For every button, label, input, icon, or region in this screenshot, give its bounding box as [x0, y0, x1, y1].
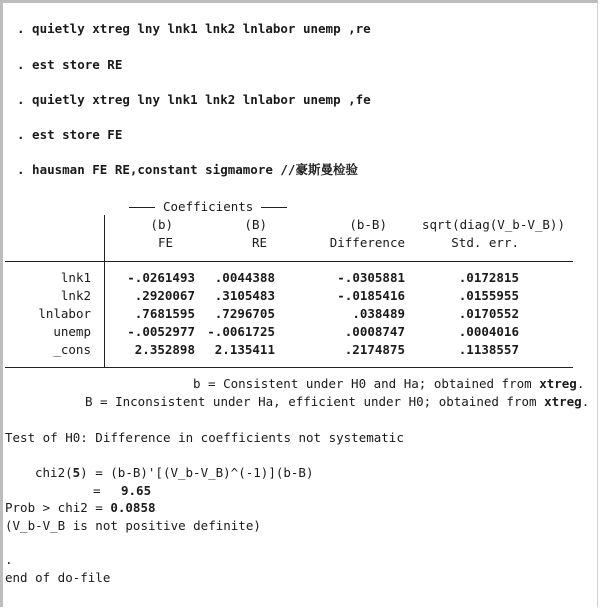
- b-note: [193, 376, 584, 392]
- chi2-formula-line: [35, 465, 313, 481]
- xtreg-link: xtreg: [544, 394, 582, 409]
- col-name-fe: FE: [157, 235, 173, 250]
- not-pd-note: (V_b-V_B is not positive definite): [5, 518, 261, 533]
- table-bottom-rule: [5, 367, 573, 368]
- row-label: lnk2: [60, 288, 91, 303]
- cell-se: .0155955: [458, 288, 519, 303]
- cell-se: .0172815: [458, 270, 519, 285]
- cell-diff: -.0185416: [337, 288, 405, 303]
- cell-fe: .7681595: [134, 306, 195, 321]
- command-line: . quietly xtreg lny lnk1 lnk2 lnlabor unemp ,fe: [17, 92, 371, 107]
- cell-diff: .0008747: [344, 324, 405, 339]
- row-label: lnk1: [60, 270, 91, 285]
- group-header: Coefficients: [163, 199, 254, 214]
- row-label: _cons: [53, 342, 91, 357]
- command-line: . hausman FE RE,constant sigmamore //豪斯曼检验: [17, 162, 358, 177]
- B-note-period: .: [581, 394, 590, 409]
- footer-dot: .: [5, 552, 13, 567]
- cell-re: .7296705: [214, 306, 275, 321]
- cell-se: .0170552: [458, 306, 519, 321]
- cell-diff: -.0305881: [337, 270, 405, 285]
- row-label: unemp: [53, 324, 91, 339]
- cell-fe: 2.352898: [134, 342, 195, 357]
- B-note: [85, 394, 589, 410]
- group-header-rule-right: [261, 207, 287, 208]
- cell-se: .0004016: [458, 324, 519, 339]
- group-header-rule-left: [129, 207, 155, 208]
- cell-re: .3105483: [214, 288, 275, 303]
- xtreg-link: xtreg: [539, 376, 577, 391]
- cell-fe: .2920067: [134, 288, 195, 303]
- prob-value: 0.0858: [110, 500, 156, 515]
- command-line: . est store RE: [17, 57, 123, 72]
- table-header-rule: [5, 261, 573, 262]
- chi2-formula: ) = (b-B)'[(V_b-V_B)^(-1)](b-B): [80, 465, 314, 480]
- command-line: . quietly xtreg lny lnk1 lnk2 lnlabor unemp ,re: [17, 21, 371, 36]
- B-note-text: B = Inconsistent under Ha, efficient under H0; obtained from: [85, 394, 545, 409]
- chi2-df: 5: [72, 465, 81, 480]
- cell-diff: .038489: [352, 306, 405, 321]
- row-label: lnlabor: [38, 306, 91, 321]
- col-name-difference: Difference: [329, 235, 405, 250]
- cell-se: .1138557: [458, 342, 519, 357]
- col-symbol-B: (B): [244, 217, 267, 232]
- b-note-text: b = Consistent under H0 and Ha; obtained from: [193, 376, 540, 391]
- cell-re: 2.135411: [214, 342, 275, 357]
- col-symbol-b: (b): [150, 217, 173, 232]
- chi2-value: 9.65: [121, 483, 152, 498]
- h0-line: Test of H0: Difference in coefficients not systematic: [5, 430, 404, 445]
- cell-diff: .2174875: [344, 342, 405, 357]
- cell-fe: -.0052977: [127, 324, 195, 339]
- chi2-prefix: chi2(: [35, 465, 73, 480]
- cell-fe: -.0261493: [127, 270, 195, 285]
- end-of-dofile: end of do-file: [5, 570, 111, 585]
- cell-re: -.0061725: [207, 324, 275, 339]
- cell-re: .0044388: [214, 270, 275, 285]
- col-symbol-bB: (b-B): [349, 217, 387, 232]
- col-symbol-se: sqrt(diag(V_b-V_B)): [422, 217, 565, 232]
- chi2-eq-sign: =: [93, 483, 101, 498]
- command-line: . est store FE: [17, 127, 123, 142]
- col-name-re: RE: [251, 235, 267, 250]
- prob-line: [5, 500, 156, 516]
- b-note-period: .: [576, 376, 585, 391]
- prob-prefix: Prob > chi2 =: [5, 500, 111, 515]
- col-name-stderr: Std. err.: [451, 235, 519, 250]
